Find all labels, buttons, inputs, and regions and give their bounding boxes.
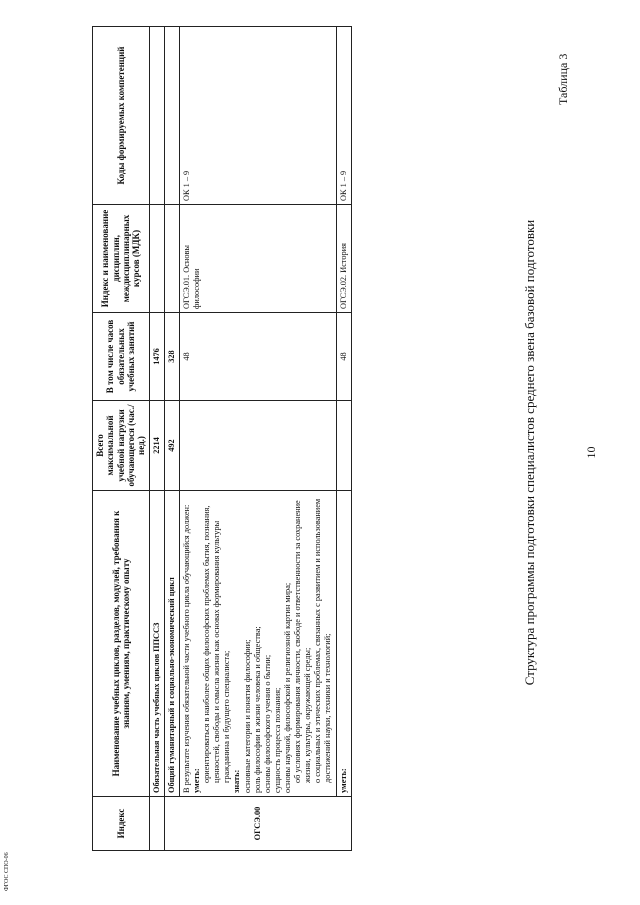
table-header-row [93,27,150,851]
cell-empty [164,27,179,205]
document-title: Структура программы подготовки специалистов среднего звена базовой подготовки [522,219,537,686]
cell-cycle-max-load: 492 [164,401,179,491]
znat-item: основы научной, философской и религиозной картин мира; [283,582,293,793]
header-mandatory-hours: В том числе часов обязательных учебных занятий [93,313,150,401]
cell-mandatory-part-name: Обязательная часть учебных циклов ППССЗ [149,491,164,797]
cell-philosophy-requirements [179,491,336,797]
cell-empty [149,205,164,313]
znat-item: основные категории и понятия философии; [242,639,252,793]
cell-cycle-hours: 328 [164,313,179,401]
cell-philosophy-hours: 48 [179,313,336,401]
umet-label: уметь: [192,768,202,793]
cell-index-empty [149,797,164,851]
cell-philosophy-competencies: ОК 1 – 9 [179,27,336,205]
cell-empty [164,205,179,313]
header-competencies: Коды формируемых компетенций [93,27,150,205]
footer-code: ФГОС СПО-06 [4,852,10,891]
structure-table [92,26,352,851]
header-max-load: Всего максимальной учебной нагрузки обучающегося (час./нед.) [93,401,150,491]
cell-empty [179,401,336,491]
znat-item: сущность процесса познания; [272,687,282,793]
znat-item: об условиях формирования личности, свободе и ответственности за сохранение жизни, культуры, окружающей среды; [293,500,313,783]
cell-empty [149,27,164,205]
znat-item: о социальных и этических проблемах, связанных с развитием и использованием достижений науки, техники и технологий; [313,498,333,783]
requirements-intro: В результате изучения обязательной части учебного цикла обучающийся должен: [181,504,191,793]
znat-item: основы философского учения о бытии; [262,654,272,793]
table-row-mandatory-part [149,27,164,851]
znat-item: роль философии в жизни человека и общества; [252,626,262,793]
cell-history-competencies: ОК 1 – 9 [336,27,351,205]
cell-philosophy-discipline: ОГСЭ.01. Основы философии [179,205,336,313]
cell-history-umet-label: уметь: [336,491,351,797]
header-disciplines: Индекс и наименование дисциплин, междисциплинарных курсов (МДК) [93,205,150,313]
cell-mandatory-part-max-load: 2214 [149,401,164,491]
table-row-philosophy [179,27,336,851]
table-label: Таблица 3 [556,53,570,105]
page-number: 10 [584,446,598,459]
cell-history-discipline: ОГСЭ.02. История [336,205,351,313]
cell-cycle-index: ОГСЭ.00 [164,797,351,851]
znat-label: знать: [232,769,242,793]
table-row-history [336,27,351,851]
cell-mandatory-part-hours: 1476 [149,313,164,401]
table-row-cycle [164,27,179,851]
cell-empty [336,401,351,491]
cell-cycle-name: Общий гуманитарный и социально-экономический цикл [164,491,179,797]
header-name: Наименование учебных циклов, разделов, модулей, требования к знаниям, умениям, практическому опыту [93,491,150,797]
header-index: Индекс [93,797,150,851]
cell-history-hours: 48 [336,313,351,401]
umet-item: ориентироваться в наиболее общих философских проблемах бытия, познания, ценностей, свободы и смысла жизни как основах формирования культуры гражданина и будущего специалиста; [202,505,232,783]
